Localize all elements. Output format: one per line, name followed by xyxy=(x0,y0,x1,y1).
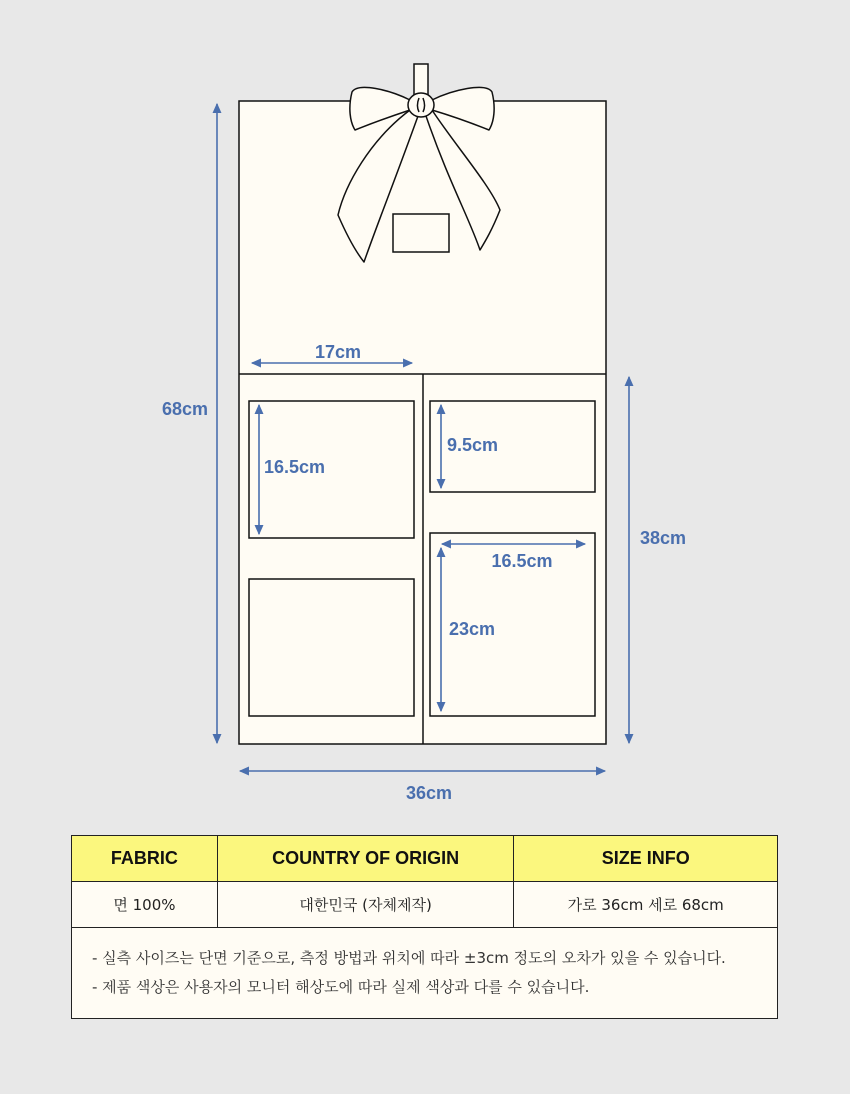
note-measurement-tolerance: - 실측 사이즈는 단면 기준으로, 측정 방법과 위치에 따라 ±3cm 정도의 오차가 있을 수 있습니다. xyxy=(92,949,726,967)
value-country-of-origin: 대한민국 (자체제작) xyxy=(217,882,514,928)
product-info-table xyxy=(71,835,778,1019)
label-left-pocket-height: 16.5cm xyxy=(264,457,326,477)
label-tag xyxy=(393,214,449,252)
label-large-pocket-height: 23cm xyxy=(449,619,496,639)
value-fabric: 면 100% xyxy=(72,882,218,928)
notes-cell xyxy=(72,928,778,1019)
label-small-pocket-height: 9.5cm xyxy=(447,435,499,455)
value-size-info: 가로 36cm 세로 68cm xyxy=(514,882,778,928)
notes-row xyxy=(72,928,778,1019)
label-large-pocket-width: 16.5cm xyxy=(491,551,553,571)
note-color-variance: - 제품 색상은 사용자의 모니터 해상도에 따라 실제 색상과 다를 수 있습니다. xyxy=(92,978,590,996)
pocket-left-bottom xyxy=(249,579,414,716)
label-half-width: 17cm xyxy=(314,342,362,362)
header-fabric: FABRIC xyxy=(72,836,218,882)
label-total-height: 68cm xyxy=(161,399,209,419)
label-total-width: 36cm xyxy=(405,783,453,803)
header-size-info: SIZE INFO xyxy=(514,836,778,882)
value-row xyxy=(72,882,778,928)
label-pocket-section-height: 38cm xyxy=(639,528,687,548)
header-country-of-origin: COUNTRY OF ORIGIN xyxy=(217,836,514,882)
header-row xyxy=(72,836,778,882)
